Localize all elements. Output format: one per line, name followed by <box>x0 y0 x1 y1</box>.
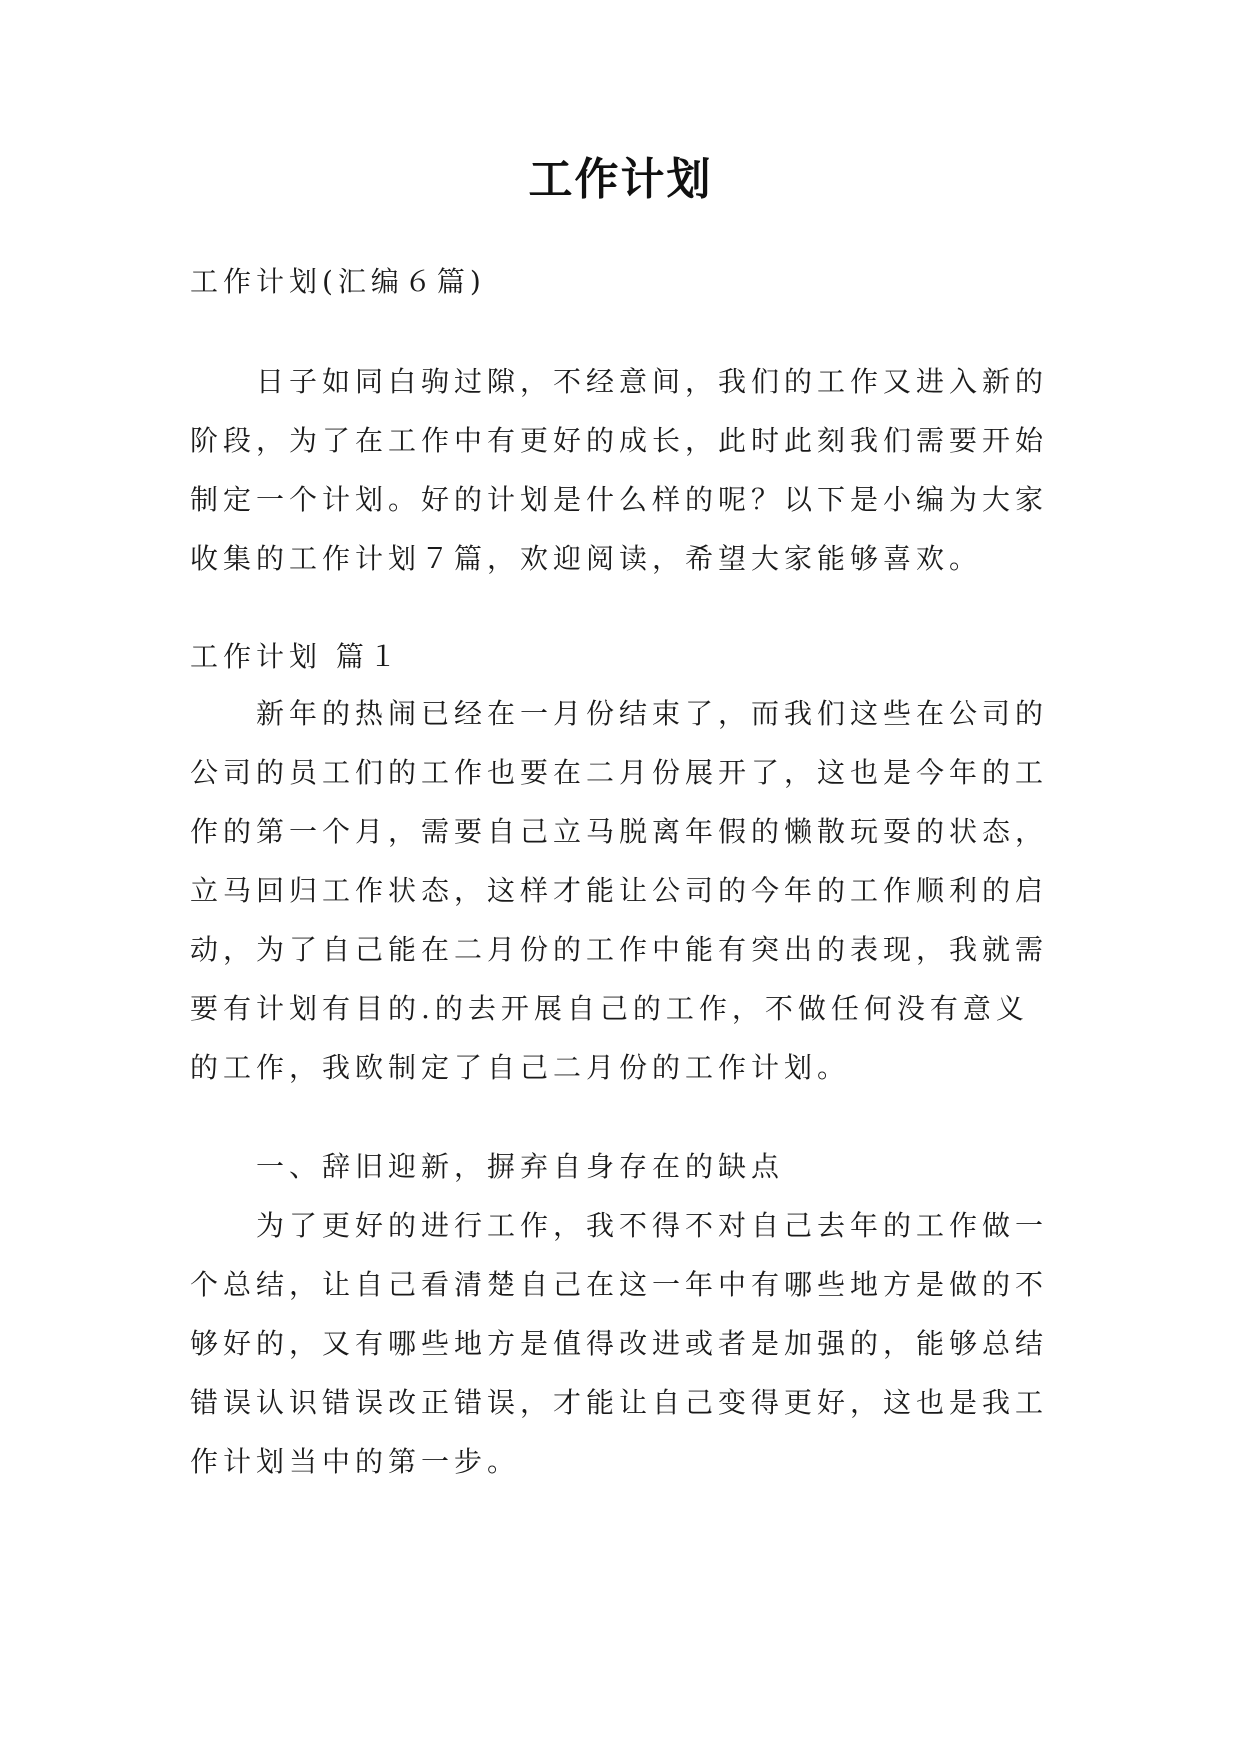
paragraph-line: 的工作，我欧制定了自己二月份的工作计划。 <box>190 1051 851 1084</box>
paragraph-line: 公司的员工们的工作也要在二月份展开了，这也是今年的工 <box>190 756 1049 789</box>
intro-line: 收集的工作计划７篇，欢迎阅读，希望大家能够喜欢。 <box>190 542 983 575</box>
document-title: 工作计划 <box>528 154 713 205</box>
paragraph-line: 错误认识错误改正错误，才能让自己变得更好，这也是我工 <box>190 1386 1049 1419</box>
paragraph-line: 作的第一个月，需要自己立马脱离年假的懒散玩耍的状态， <box>190 815 1049 848</box>
document-subtitle: 工作计划(汇编６篇) <box>190 265 486 298</box>
paragraph-line: 要有计划有目的.的去开展自己的工作，不做任何没有意义 <box>190 992 1029 1025</box>
intro-line: 制定一个计划。好的计划是什么样的呢？以下是小编为大家 <box>190 483 1049 516</box>
intro-line: 阶段，为了在工作中有更好的成长，此时此刻我们需要开始 <box>190 424 1049 457</box>
paragraph-line: 立马回归工作状态，这样才能让公司的今年的工作顺利的启 <box>190 874 1049 907</box>
paragraph-line: 动，为了自己能在二月份的工作中能有突出的表现，我就需 <box>190 933 1049 966</box>
paragraph-line: 够好的，又有哪些地方是值得改进或者是加强的，能够总结 <box>190 1327 1049 1360</box>
section-heading: 工作计划 篇１ <box>190 640 402 673</box>
intro-line: 日子如同白驹过隙，不经意间，我们的工作又进入新的 <box>256 365 1049 398</box>
point-heading: 一、辞旧迎新，摒弃自身存在的缺点 <box>256 1150 785 1183</box>
paragraph-line: 新年的热闹已经在一月份结束了，而我们这些在公司的 <box>256 697 1049 730</box>
paragraph-line: 个总结，让自己看清楚自己在这一年中有哪些地方是做的不 <box>190 1268 1049 1301</box>
paragraph-line: 为了更好的进行工作，我不得不对自己去年的工作做一 <box>256 1209 1049 1242</box>
paragraph-line: 作计划当中的第一步。 <box>190 1445 521 1478</box>
